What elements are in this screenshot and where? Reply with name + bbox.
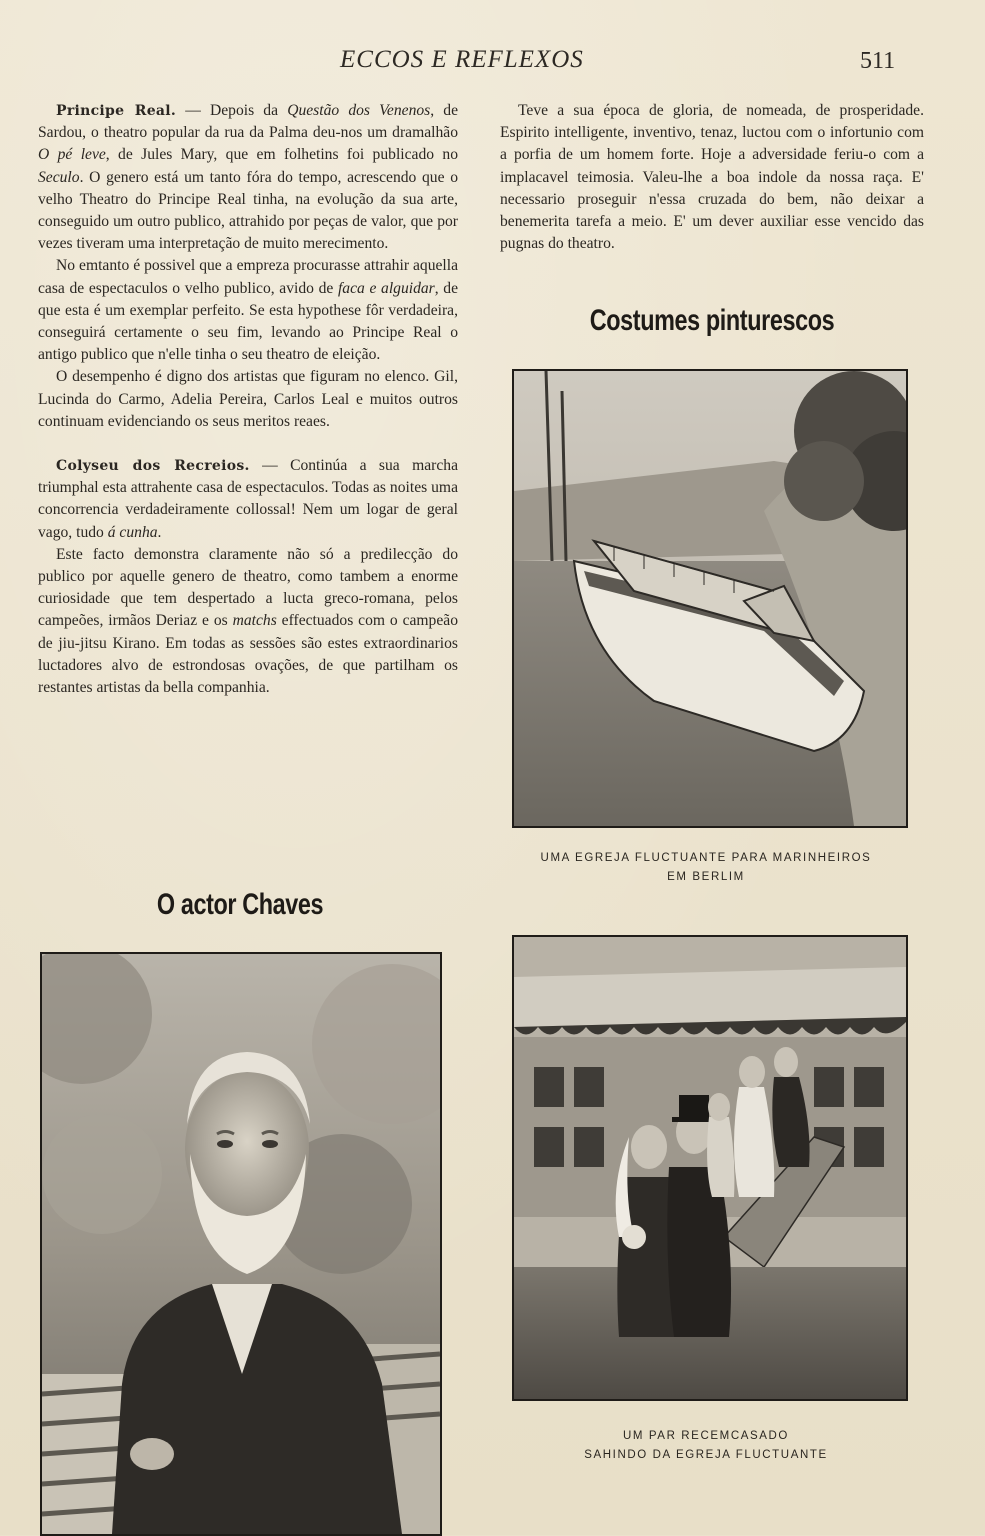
principe-real-lead: Principe Real. xyxy=(56,103,177,119)
page-number: 511 xyxy=(860,48,896,74)
floating-church-photo xyxy=(512,369,908,828)
left-column-text xyxy=(38,100,458,699)
colyseu-lead: Colyseu dos Recreios. xyxy=(56,458,250,475)
colyseu-paragraph-2: Este facto demonstra claramente não só a predilecção do publico por aquelle genero de theatro, como tambem a enorme curiosidade que tem despertado a lucta greco-romana, pelos campeões, irmãos Deriaz e os matchs effectuados com o campeão de jiu-jitsu Kirano. Em todas as sessões são estes extraordinarios luctadores alvo de estrondosas ovações, de que partilham os restantes artistas da bella companhia. xyxy=(38,545,458,697)
newlyweds-photo xyxy=(512,935,908,1401)
running-head: ECCOS E REFLEXOS xyxy=(340,46,584,73)
couple-image xyxy=(514,937,906,1399)
portrait-image xyxy=(42,954,440,1534)
actor-chaves-title: O actor Chaves xyxy=(156,888,324,921)
couple-caption: UM PAR RECEMCASADO SAHINDO DA EGREJA FLUCTUANTE xyxy=(584,1430,828,1461)
principe-real-paragraph-2: No emtanto é possivel que a empreza procurasse attrahir aquella casa de espectaculos o velho publico, avido de faca e alguidar, de que esta é um exemplar perfeito. Se esta hypothese fôr verdadeira, conseguirá certamente o seu fim, levando ao Principe Real o antigo publico que n'elle tinha o seu theatro de eleição. xyxy=(38,257,459,364)
boat-caption: UMA EGREJA FLUCTUANTE PARA MARINHEIROS EM BERLIM xyxy=(540,852,872,883)
costumes-pinturescos-title: Costumes pinturescos xyxy=(589,304,835,337)
actor-chaves-photo xyxy=(40,952,442,1536)
principe-real-paragraph-3: O desempenho é digno dos artistas que figuram no elenco. Gil, Lucinda do Carmo, Adelia Pereira, Carlos Leal e muitos outros continuam evidenciando os seus meritos reaes. xyxy=(38,368,458,430)
boat-image xyxy=(514,371,906,826)
principe-real-paragraph-1: Principe Real. — Depois da Questão dos Venenos, de Sardou, o theatro popular da rua da Palma deu-nos um dramalhão O pé leve, de Jules Mary, que em folhetins foi publicado no Seculo. O genero está um tanto fóra do tempo, acrescendo que o velho Theatro do Principe Real tinha, na evolução da sua arte, conseguido um outro publico, attrahido por peças de valor, que por vezes tiveram uma interpretação de muito merecimento. xyxy=(38,102,459,253)
chaves-text-continuation: Teve a sua época de gloria, de nomeada, de prosperidade. Espirito intelligente, inventivo, tenaz, luctou com o infortunio com a porfia de um homem forte. Hoje a adversidade feriu-o com a implacavel teimosia. Valeu-lhe a boa indole da nossa raça. E' necessario proseguir n'essa cruzada do bem, não deixar a benemerita tarefa a meio. E' um dever auxiliar esse vencido das pugnas do theatro. xyxy=(500,102,924,253)
colyseu-paragraph-1: Colyseu dos Recreios. — Continúa a sua marcha triumphal esta attrahente casa de espectaculos. Todas as noites uma concorrencia verdadeiramente collossal! Nem um logar de geral vago, tudo á cunha. xyxy=(38,457,458,541)
right-column-text xyxy=(500,100,924,255)
